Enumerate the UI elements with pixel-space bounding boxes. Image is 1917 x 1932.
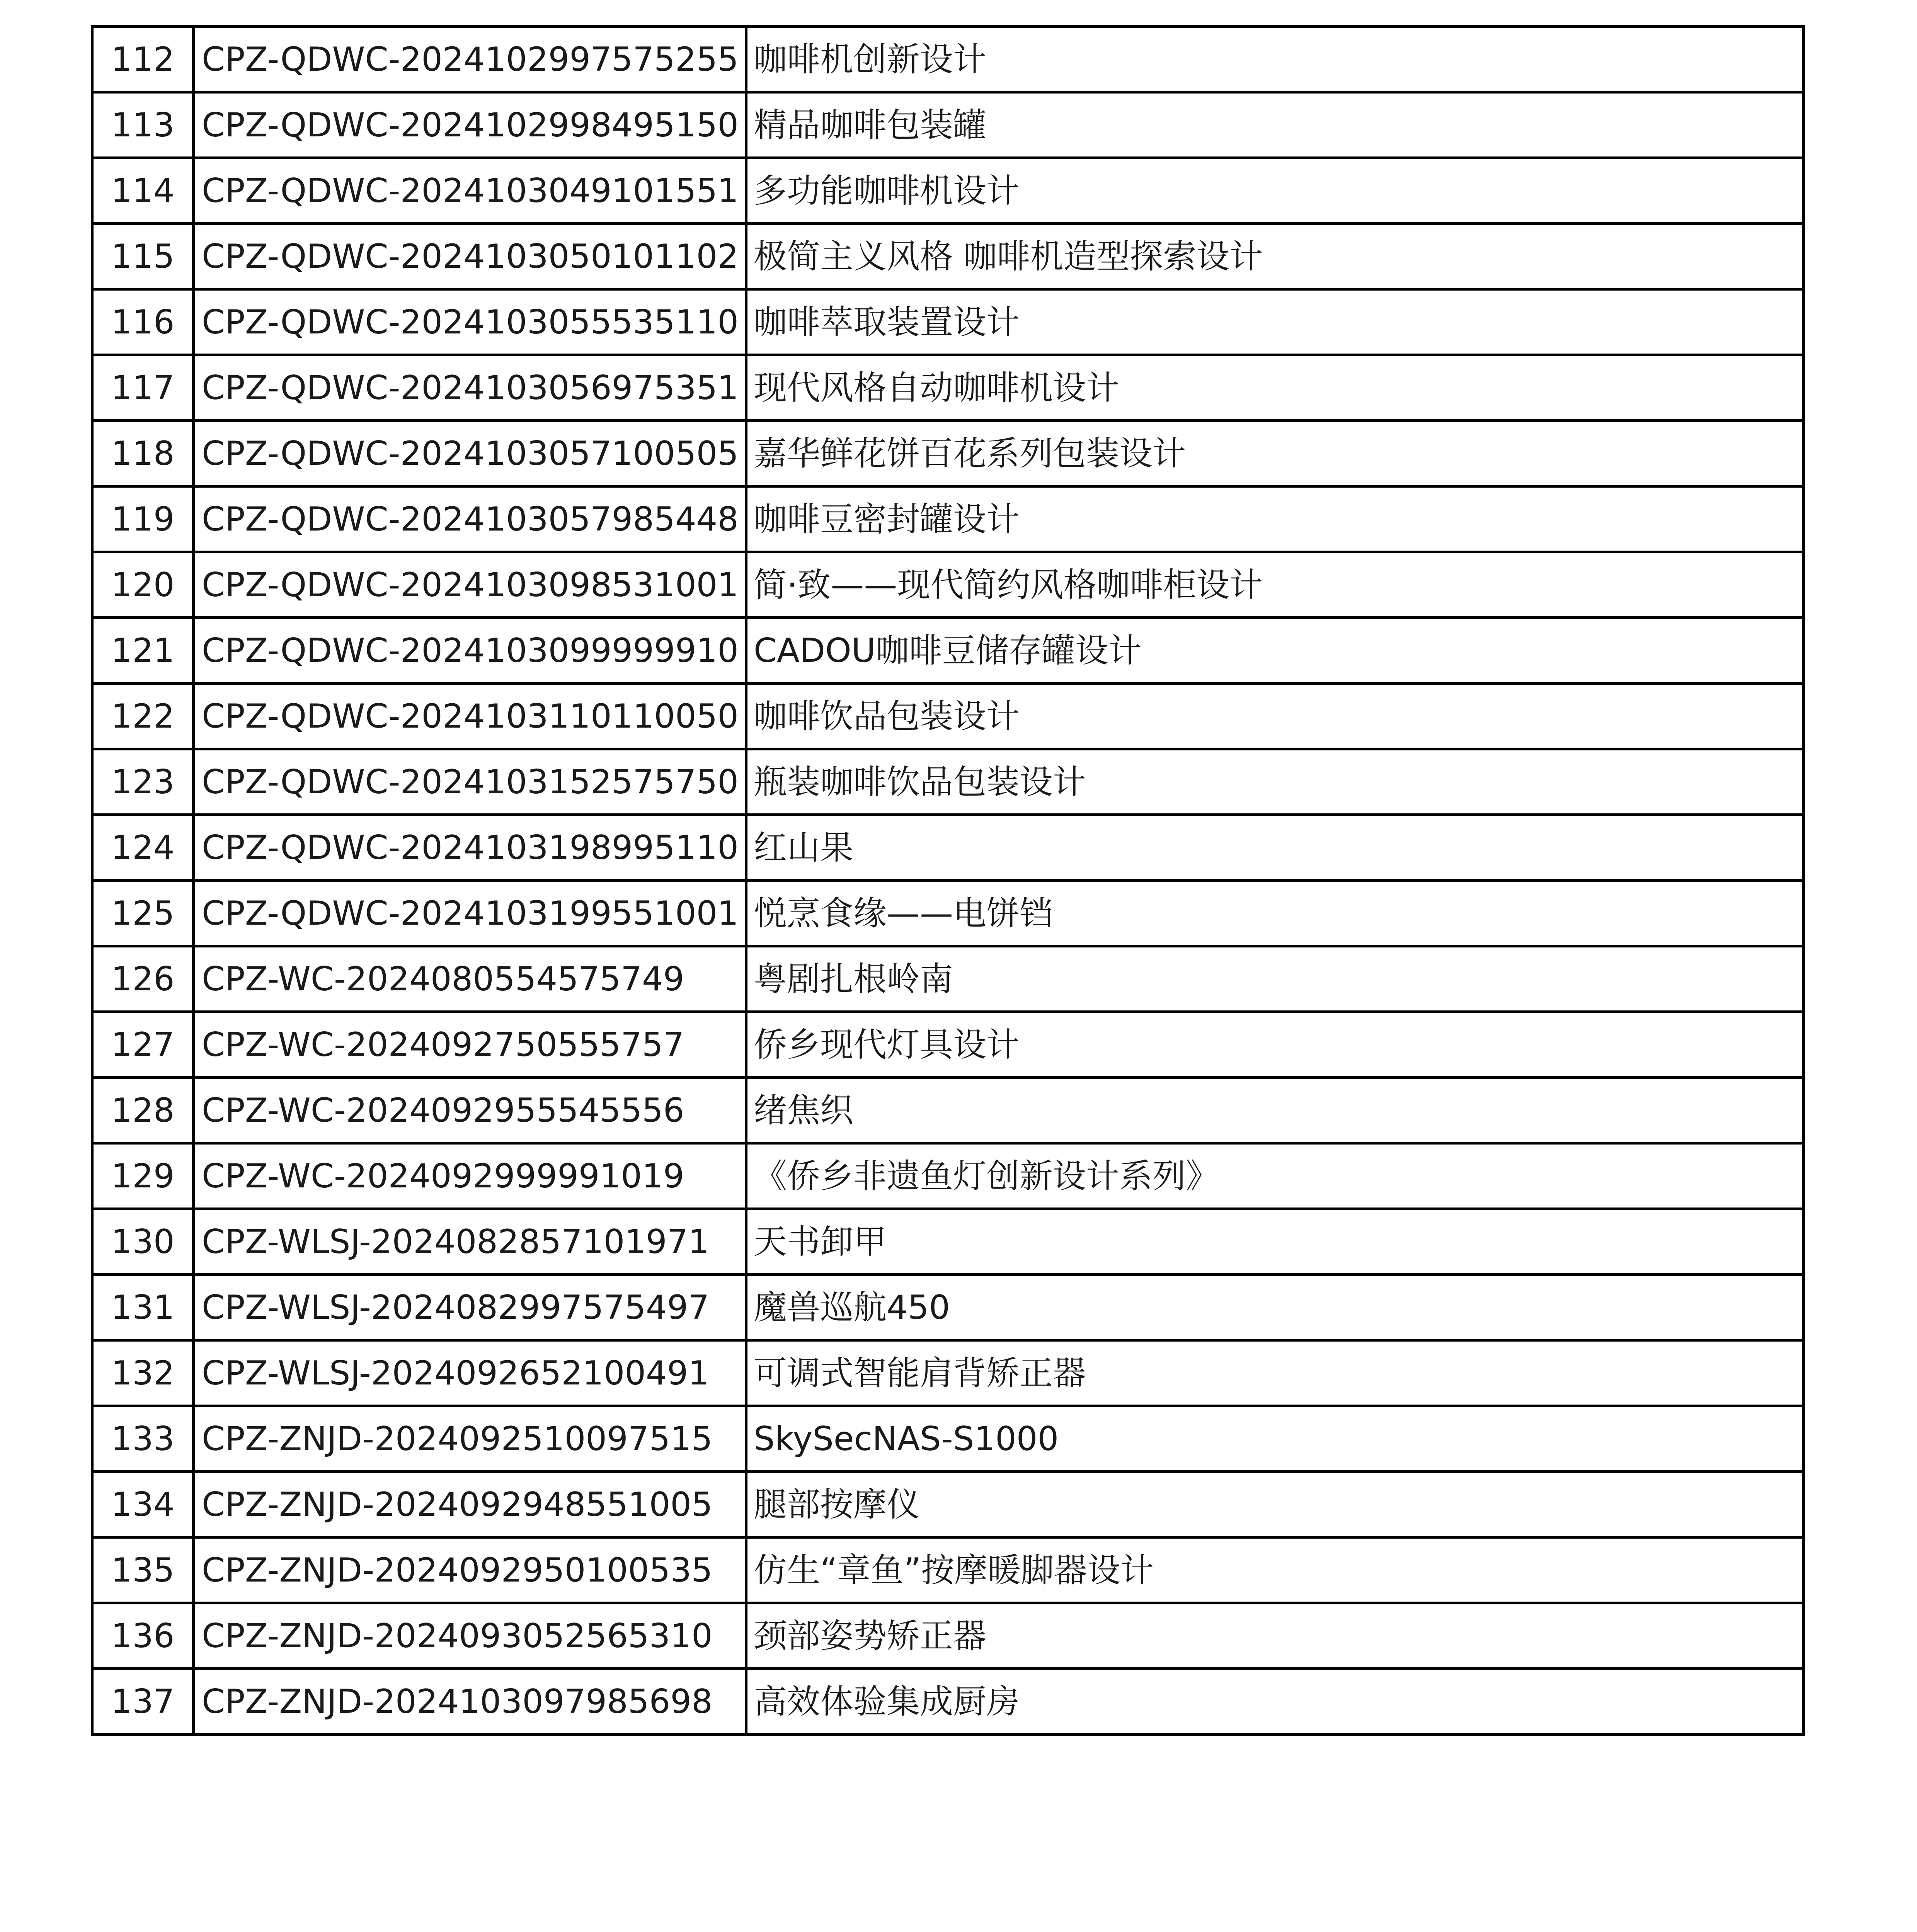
entry-code-cell: CPZ-QDWC-2024103049101551 [194,158,746,224]
table-row [92,1340,1804,1406]
entry-code-cell: CPZ-QDWC-2024103152575750 [194,749,746,815]
entry-name-cell: 悦烹食缘——电饼铛 [746,881,1804,946]
entry-name-cell: SkySecNAS-S1000 [746,1406,1804,1472]
entry-code-cell: CPZ-QDWC-2024103110110050 [194,684,746,749]
entry-code-cell: CPZ-WLSJ-2024082857101971 [194,1209,746,1275]
entry-name-cell: 侨乡现代灯具设计 [746,1012,1804,1078]
entry-code-cell: CPZ-WC-2024080554575749 [194,946,746,1012]
row-number-cell: 130 [92,1209,194,1275]
table-row [92,881,1804,946]
entry-name-cell: 绪焦织 [746,1078,1804,1143]
entry-code-cell: CPZ-QDWC-2024103198995110 [194,815,746,881]
table-row [92,1406,1804,1472]
table-row [92,1537,1804,1603]
table-row [92,421,1804,486]
row-number-cell: 119 [92,486,194,552]
entry-code-cell: CPZ-ZNJD-2024093052565310 [194,1603,746,1669]
table-row [92,1143,1804,1209]
table-row [92,749,1804,815]
row-number-cell: 115 [92,224,194,289]
row-number-cell: 136 [92,1603,194,1669]
row-number-cell: 134 [92,1472,194,1537]
row-number-cell: 121 [92,618,194,684]
table-row [92,224,1804,289]
row-number-cell: 135 [92,1537,194,1603]
row-number-cell: 122 [92,684,194,749]
entry-code-cell: CPZ-WLSJ-2024082997575497 [194,1275,746,1340]
entry-name-cell: 红山果 [746,815,1804,881]
table-row [92,618,1804,684]
entry-name-cell: 简·致——现代简约风格咖啡柜设计 [746,552,1804,618]
entry-code-cell: CPZ-WC-2024092999991019 [194,1143,746,1209]
row-number-cell: 131 [92,1275,194,1340]
entry-code-cell: CPZ-ZNJD-2024092510097515 [194,1406,746,1472]
entry-code-cell: CPZ-QDWC-2024103199551001 [194,881,746,946]
table-row [92,486,1804,552]
entry-name-cell: 极简主义风格 咖啡机造型探索设计 [746,224,1804,289]
row-number-cell: 125 [92,881,194,946]
entry-name-cell: 天书卸甲 [746,1209,1804,1275]
entry-code-cell: CPZ-QDWC-2024102998495150 [194,92,746,158]
table-row [92,552,1804,618]
row-number-cell: 117 [92,355,194,421]
entry-code-cell: CPZ-QDWC-2024103057100505 [194,421,746,486]
entry-name-cell: 多功能咖啡机设计 [746,158,1804,224]
table-row [92,289,1804,355]
table-row [92,1078,1804,1143]
table-row [92,355,1804,421]
table-row [92,684,1804,749]
table-row [92,92,1804,158]
row-number-cell: 127 [92,1012,194,1078]
row-number-cell: 123 [92,749,194,815]
table-row [92,946,1804,1012]
entry-code-cell: CPZ-ZNJD-2024092948551005 [194,1472,746,1537]
entry-name-cell: 魔兽巡航450 [746,1275,1804,1340]
table-row [92,1012,1804,1078]
entry-code-cell: CPZ-ZNJD-2024092950100535 [194,1537,746,1603]
entry-name-cell: 精品咖啡包装罐 [746,92,1804,158]
table-body [92,27,1804,1735]
entry-code-cell: CPZ-QDWC-2024103057985448 [194,486,746,552]
row-number-cell: 129 [92,1143,194,1209]
entry-code-cell: CPZ-WLSJ-2024092652100491 [194,1340,746,1406]
entry-name-cell: 咖啡饮品包装设计 [746,684,1804,749]
row-number-cell: 132 [92,1340,194,1406]
entry-name-cell: 嘉华鲜花饼百花系列包装设计 [746,421,1804,486]
entry-code-cell: CPZ-QDWC-2024103099999910 [194,618,746,684]
entry-name-cell: CADOU咖啡豆储存罐设计 [746,618,1804,684]
table-row [92,158,1804,224]
table-row [92,1603,1804,1669]
entry-name-cell: 可调式智能肩背矫正器 [746,1340,1804,1406]
entry-name-cell: 高效体验集成厨房 [746,1669,1804,1735]
entry-code-cell: CPZ-WC-2024092955545556 [194,1078,746,1143]
entry-code-cell: CPZ-ZNJD-2024103097985698 [194,1669,746,1735]
entry-code-cell: CPZ-QDWC-2024103056975351 [194,355,746,421]
table-row [92,1209,1804,1275]
table-row [92,1275,1804,1340]
table-row [92,1669,1804,1735]
entry-name-cell: 颈部姿势矫正器 [746,1603,1804,1669]
entry-name-cell: 仿生“章鱼”按摩暖脚器设计 [746,1537,1804,1603]
row-number-cell: 120 [92,552,194,618]
row-number-cell: 133 [92,1406,194,1472]
entry-code-cell: CPZ-QDWC-2024102997575255 [194,27,746,92]
entry-name-cell: 现代风格自动咖啡机设计 [746,355,1804,421]
row-number-cell: 116 [92,289,194,355]
entry-name-cell: 腿部按摩仪 [746,1472,1804,1537]
row-number-cell: 124 [92,815,194,881]
entry-name-cell: 《侨乡非遗鱼灯创新设计系列》 [746,1143,1804,1209]
entry-code-cell: CPZ-QDWC-2024103050101102 [194,224,746,289]
table-row [92,1472,1804,1537]
entry-name-cell: 咖啡豆密封罐设计 [746,486,1804,552]
table-row [92,815,1804,881]
row-number-cell: 126 [92,946,194,1012]
entry-code-cell: CPZ-QDWC-2024103055535110 [194,289,746,355]
row-number-cell: 113 [92,92,194,158]
entry-name-cell: 咖啡萃取装置设计 [746,289,1804,355]
row-number-cell: 118 [92,421,194,486]
row-number-cell: 112 [92,27,194,92]
row-number-cell: 128 [92,1078,194,1143]
table-row [92,27,1804,92]
entry-name-cell: 粤剧扎根岭南 [746,946,1804,1012]
entry-code-cell: CPZ-WC-2024092750555757 [194,1012,746,1078]
row-number-cell: 114 [92,158,194,224]
entry-name-cell: 咖啡机创新设计 [746,27,1804,92]
entries-table [91,25,1805,1736]
row-number-cell: 137 [92,1669,194,1735]
entry-code-cell: CPZ-QDWC-2024103098531001 [194,552,746,618]
entry-name-cell: 瓶装咖啡饮品包装设计 [746,749,1804,815]
